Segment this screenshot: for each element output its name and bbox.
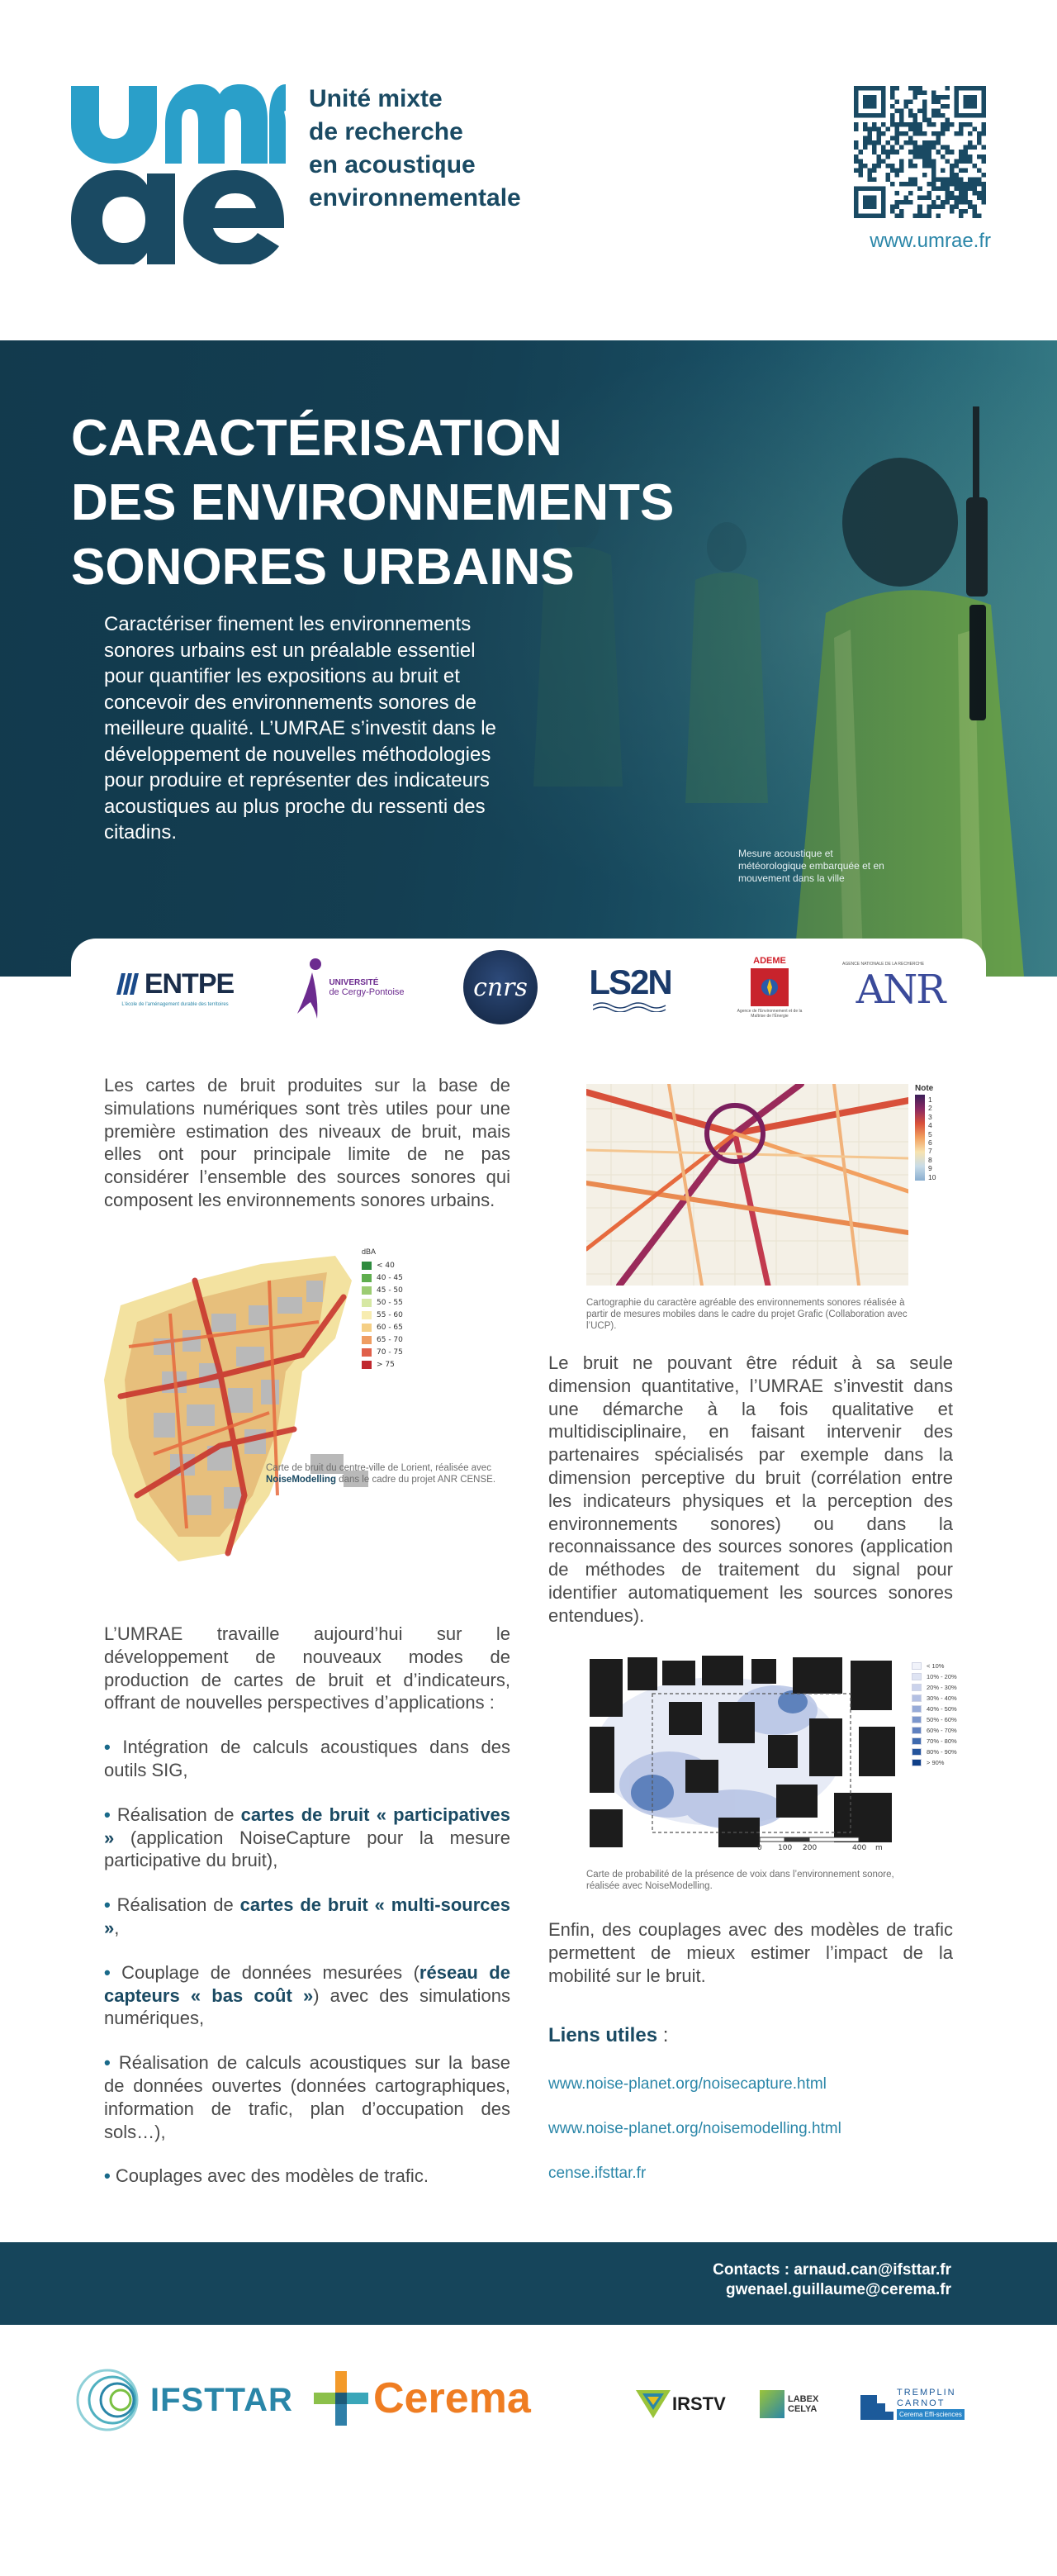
tremplin-line1: TREMPLIN (897, 2387, 956, 2398)
legend-label: 70% - 80% (927, 1737, 957, 1745)
qualitative-approach-paragraph: Le bruit ne pouvant être réduit à sa seule dimension quantitative, l’UMRAE s’investit dans une démarche à la fois qualitative et multidisciplinaire, en faisant intervenir des partenaires spécialisés par exemple dans la dimension perceptive du bruit (corrélation entre les indicateurs physiques et la perception des environnements sonores) ou dans la reconnaissance des sources sonores (application de méthodes de traitement du signal pour identifier automatiquement les sources sonores entendues). (548, 1352, 953, 1626)
legend-row (912, 1714, 961, 1725)
anr-logo[interactable] (842, 950, 958, 1024)
qr-code[interactable] (854, 86, 986, 218)
scale-label-0: 0 (757, 1844, 762, 1851)
legend-swatch (362, 1361, 372, 1369)
legend-swatch (912, 1737, 922, 1745)
bullet-dot: • (104, 1737, 111, 1758)
legend-title: dBA (362, 1248, 377, 1256)
bullet-text: Réalisation de (116, 1804, 241, 1825)
legend-swatch (912, 1705, 922, 1713)
ucp-line1: UNIVERSITÉ (329, 977, 379, 987)
legend-label: > 75 (377, 1360, 395, 1369)
legend-swatch (362, 1311, 372, 1319)
legend-label: 45 - 50 (377, 1286, 403, 1295)
anr-name: ANR (856, 967, 945, 1013)
legend-value: 9 (928, 1164, 932, 1173)
contact-email-2[interactable]: gwenael.guillaume@cerema.fr (725, 2281, 951, 2298)
ademe-tagline: Agence de l'Environnement et de la Maîtrise de l'Énergie (737, 1009, 803, 1019)
cense-link[interactable]: cense.ifsttar.fr (548, 2165, 647, 2182)
links-title-colon: : (657, 2024, 669, 2046)
legend-swatch (912, 1748, 922, 1756)
voice-presence-map (586, 1652, 903, 1851)
umrae-logo (71, 83, 286, 264)
website-link[interactable]: www.umrae.fr (870, 230, 991, 252)
legend-label: 80% - 90% (927, 1748, 957, 1756)
bullet-item (104, 1804, 510, 1872)
links-title-text: Liens utiles (548, 2024, 658, 2046)
legend-row (362, 1333, 419, 1346)
irstv-name: IRSTV (672, 2393, 726, 2414)
anr-tagline: AGENCE NATIONALE DE LA RECHERCHE (842, 962, 925, 967)
legend-row (362, 1358, 419, 1371)
bullet-dot: • (104, 2052, 111, 2074)
ifsttar-name: IFSTTAR (150, 2381, 293, 2418)
legend-swatch (362, 1274, 372, 1282)
partner-logos-bar (71, 939, 986, 1038)
legend-row (362, 1284, 419, 1296)
scale-label-1: 100 (778, 1844, 793, 1851)
header (0, 0, 1057, 340)
legend-swatch (362, 1324, 372, 1332)
legend-label: 60% - 70% (927, 1727, 957, 1734)
left-column (104, 1074, 510, 2187)
labex-line1: LABEX (788, 2394, 819, 2404)
org-line: de recherche (309, 118, 463, 145)
scale-unit: m (875, 1844, 883, 1851)
legend-swatch (362, 1286, 372, 1295)
legend-swatch (912, 1694, 922, 1702)
org-line: Unité mixte (309, 85, 443, 112)
ucp-logo[interactable] (287, 950, 411, 1024)
legend-value: 1 (928, 1096, 932, 1104)
scale-label-2: 200 (803, 1844, 818, 1851)
bullet-bold: cartes de bruit « multi-sources » (104, 1894, 510, 1938)
legend-row (912, 1747, 961, 1757)
noisecapture-link[interactable]: www.noise-planet.org/noisecapture.html (548, 2075, 827, 2093)
page-title (71, 406, 781, 600)
legend-label: < 40 (377, 1261, 395, 1270)
legend-value: 8 (928, 1155, 932, 1164)
bullet-dot: • (104, 2165, 111, 2187)
legend-swatch (912, 1662, 922, 1670)
contact-label: Contacts : (713, 2261, 794, 2279)
legend-swatch (362, 1299, 372, 1307)
title-line: DES ENVIRONNEMENTS (71, 474, 675, 531)
ifsttar-swirl-icon (71, 2365, 145, 2435)
bullet-text: ) avec des simulations numériques, (104, 1984, 510, 2029)
grafic-map-legend (915, 1084, 948, 1181)
bullet-bold: réseau de capteurs « bas coût » (104, 1961, 510, 2006)
cerema-name: Cerema (373, 2374, 531, 2422)
contact-info (713, 2260, 951, 2300)
legend-label: < 10% (927, 1662, 945, 1670)
legend-label: 40% - 50% (927, 1705, 957, 1713)
bullet-item (104, 2165, 510, 2188)
bullet-text: Réalisation de calculs acoustiques sur la base de données ouvertes (données cartographiques, information de trafic, plan d’occupation des sols…), (104, 2052, 510, 2142)
legend-label: 50 - 55 (377, 1298, 403, 1307)
useful-links-title (548, 2024, 668, 2047)
caption-bold: NoiseModelling (266, 1475, 336, 1485)
legend-label: 20% - 30% (927, 1684, 957, 1691)
legend-row (912, 1671, 961, 1682)
voice-map-caption: Carte de probabilité de la présence de voix dans l’environnement sonore, réalisée avec NoiseModelling. (586, 1870, 894, 1891)
legend-row (362, 1346, 419, 1358)
legend-value: 5 (928, 1129, 932, 1138)
ucp-figure-icon (294, 954, 327, 1020)
entpe-logo[interactable] (109, 950, 241, 1024)
bullet-text: Intégration de calculs acoustiques dans des outils SIG, (104, 1737, 510, 1780)
legend-label: > 90% (927, 1759, 945, 1766)
hero-section (0, 340, 1057, 977)
noise-maps-paragraph: Les cartes de bruit produites sur la base de simulations numériques sont très utiles pour une première estimation des niveaux de bruit, mais elles ont pour principale limite de ne pas considérer l’ensemble des sources sonores qui composent les environnements sonores urbains. (104, 1075, 510, 1210)
grafic-pleasantness-map (586, 1084, 908, 1286)
legend-row (362, 1296, 419, 1309)
title-line: CARACTÉRISATION (71, 410, 562, 467)
tremplin-line2: CARNOT (897, 2398, 946, 2408)
cnrs-name: cnrs (473, 972, 528, 1002)
legend-swatch (362, 1336, 372, 1344)
legend-values (928, 1096, 936, 1181)
organization-name (309, 83, 573, 215)
legend-swatch (912, 1716, 922, 1723)
legend-label: 65 - 70 (377, 1335, 403, 1344)
title-line: SONORES URBAINS (71, 539, 575, 596)
legend-swatch (912, 1759, 922, 1766)
caption-text: dans le cadre du projet ANR CENSE. (335, 1475, 496, 1485)
bullet-text: , (114, 1917, 120, 1938)
ls2n-name: LS2N (589, 962, 671, 1001)
legend-row (912, 1725, 961, 1736)
scale-label-3: 400 (852, 1844, 867, 1851)
ls2n-waves-icon (593, 1002, 667, 1012)
legend-row (912, 1736, 961, 1747)
tremplin-carnot-logo[interactable] (860, 2383, 965, 2424)
bullet-dot: • (104, 1894, 111, 1916)
tremplin-line3: Cerema Effi-sciences (897, 2409, 965, 2420)
bullet-item (104, 2051, 510, 2143)
bullet-text: (application NoiseCapture pour la mesure participative du bruit), (104, 1827, 510, 1871)
legend-swatch (912, 1673, 922, 1680)
bullet-item (104, 1736, 510, 1782)
entpe-tagline: L'école de l'aménagement durable des territoires (121, 1001, 229, 1007)
tremplin-steps-icon (860, 2387, 893, 2420)
legend-row (912, 1682, 961, 1693)
ademe-name: ADEME (753, 956, 786, 966)
entpe-name: ENTPE (144, 967, 235, 1000)
legend-label: 40 - 45 (377, 1273, 403, 1282)
legend-label: 50% - 60% (927, 1716, 957, 1723)
legend-row (362, 1259, 419, 1271)
legend-value: 7 (928, 1147, 932, 1156)
labex-line2: CELYA (788, 2404, 818, 2414)
org-line: en acoustique (309, 151, 476, 178)
labex-square-icon (760, 2390, 784, 2418)
legend-row (912, 1704, 961, 1714)
legend-label: 60 - 65 (377, 1323, 403, 1332)
legend-label: 10% - 20% (927, 1673, 957, 1680)
legend-title: Note (915, 1084, 934, 1093)
legend-swatch (362, 1348, 372, 1357)
legend-row (912, 1693, 961, 1704)
ls2n-logo[interactable] (585, 950, 675, 1024)
ucp-line2: de Cergy-Pontoise (329, 986, 405, 997)
bullet-item (104, 1894, 510, 1940)
legend-value: 2 (928, 1104, 932, 1113)
legend-swatch (912, 1727, 922, 1734)
legend-swatch (912, 1684, 922, 1691)
org-line: environnementale (309, 184, 521, 211)
ademe-emblem-icon (757, 975, 782, 1000)
legend-row (362, 1309, 419, 1321)
voice-map-legend (912, 1661, 961, 1768)
legend-row (362, 1271, 419, 1284)
contact-email-1[interactable]: arnaud.can@ifsttar.fr (794, 2261, 951, 2279)
legend-value: 4 (928, 1121, 932, 1130)
cerema-cross-icon (314, 2371, 368, 2426)
legend-label: 55 - 60 (377, 1310, 403, 1319)
legend-color-bar (915, 1095, 925, 1181)
legend-label: 30% - 40% (927, 1694, 957, 1702)
caption-text: Carte de bruit du centre-ville de Lorient, réalisée avec (266, 1463, 491, 1473)
traffic-coupling-paragraph: Enfin, des couplages avec des modèles de trafic permettent de mieux estimer l’impact de la mobilité sur le bruit. (548, 1919, 953, 1986)
irstv-triangles-icon (636, 2390, 671, 2418)
bullet-dot: • (104, 1961, 111, 1983)
grafic-map-caption: Cartographie du caractère agréable des environnements sonores réalisée à partir de mesures mobiles dans le cadre du projet Grafic (Collaboration avec l’UCP). (586, 1298, 908, 1331)
ademe-logo[interactable] (728, 950, 811, 1024)
photo-caption: Mesure acoustique et météorologique embarquée et en mouvement dans la ville (738, 848, 884, 884)
noisemodelling-link[interactable]: www.noise-planet.org/noisemodelling.html (548, 2120, 841, 2137)
cnrs-logo[interactable] (459, 950, 542, 1024)
ifsttar-logo[interactable] (71, 2363, 293, 2437)
new-methods-paragraph: L’UMRAE travaille aujourd’hui sur le développement de nouveaux modes de production de cartes de bruit et d’indicateurs, offrant de nouvelles perspectives d’applications : (104, 1623, 510, 1713)
bullet-dot: • (104, 1804, 111, 1825)
legend-swatch (362, 1262, 372, 1270)
legend-value: 3 (928, 1112, 932, 1121)
cerema-logo[interactable] (314, 2369, 531, 2427)
lorient-map-caption (266, 1462, 514, 1485)
contact-bar (0, 2242, 1057, 2325)
intro-paragraph: Caractériser finement les environnements sonores urbains est un préalable essentiel pour quantifier les expositions au bruit et concevoir des environnements sonores de meilleure qualité. L’UMRAE s’investit dans le développement de nouvelles méthodologies pour produire et représenter des indicateurs acoustiques au plus proche du ressenti des citadins. (104, 613, 496, 844)
bullet-item (104, 1961, 510, 2030)
bullet-bold: cartes de bruit « participatives » (104, 1804, 510, 1848)
bullet-text: Réalisation de (116, 1894, 240, 1916)
legend-row (912, 1661, 961, 1671)
legend-value: 6 (928, 1138, 932, 1148)
labex-celya-logo[interactable] (760, 2388, 818, 2421)
legend-label: 70 - 75 (377, 1347, 403, 1357)
footer-logos (0, 2325, 1057, 2576)
lorient-map-legend (362, 1248, 419, 1371)
legend-row (362, 1321, 419, 1333)
entpe-stripes-icon (116, 973, 145, 995)
bullet-text: Couplage de données mesurées ( (121, 1961, 419, 1983)
irstv-logo[interactable] (636, 2388, 726, 2421)
legend-row (912, 1757, 961, 1768)
legend-value: 10 (928, 1172, 936, 1181)
bullet-text: Couplages avec des modèles de trafic. (115, 2165, 429, 2187)
